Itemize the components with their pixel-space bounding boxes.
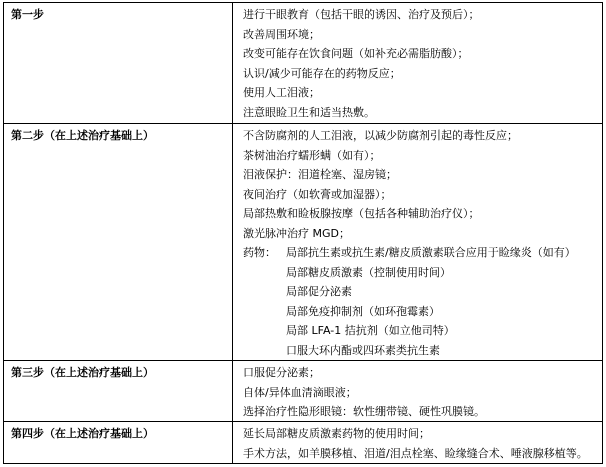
drug-item: 局部免疫抑制剂（如环孢霉素） [286, 304, 440, 318]
drug-item: 局部 LFA-1 拮抗剂（如立他司特） [286, 324, 455, 337]
step-item: 使用人工泪液； [243, 86, 320, 99]
step-content [233, 422, 602, 463]
step-item: 局部热敷和睑板腺按摩（包括各种辅助治疗仪）； [243, 207, 480, 220]
treatment-steps-table [3, 2, 603, 464]
step-item: 夜间治疗（如软膏或加湿器）； [243, 187, 392, 201]
drug-list-label: 药物： [243, 246, 276, 259]
drug-items [286, 243, 600, 360]
step-item: 泪液保护：泪道栓塞、湿房镜； [243, 168, 397, 181]
step-item: 改变可能存在饮食问题（如补充必需脂肪酸）； [243, 47, 469, 60]
step-item: 进行干眼教育（包括干眼的诱因、治疗及预后）； [243, 8, 480, 21]
step-item: 注意眼睑卫生和适当热敷。 [243, 105, 375, 119]
step-item: 认识/减少可能存在的药物反应； [243, 66, 401, 80]
step-item: 自体/异体血清滴眼液； [243, 385, 357, 399]
step-row-2 [4, 124, 602, 361]
drug-item: 口服大环内酯或四环素类抗生素 [286, 343, 440, 357]
step-content [233, 361, 602, 421]
step-item: 激光脉冲治疗 MGD； [243, 226, 350, 240]
drug-item: 局部糖皮质激素（控制使用时间） [286, 265, 451, 279]
step-item: 手术方法，如羊膜移植、泪道/泪点栓塞、睑缘缝合术、唾液腺移植等。 [243, 446, 588, 460]
step-label: 第二步（在上述治疗基础上） [4, 124, 233, 360]
step-item: 选择治疗性隐形眼镜：软性绷带镜、硬性巩膜镜。 [243, 405, 485, 418]
step-row-1 [4, 3, 602, 124]
step-item: 不含防腐剂的人工泪液，以减少防腐剂引起的毒性反应； [243, 129, 518, 142]
step-label: 第一步 [4, 3, 233, 123]
step-label: 第三步（在上述治疗基础上） [4, 361, 233, 421]
step-row-3 [4, 361, 602, 422]
step-item: 延长局部糖皮质激素药物的使用时间； [243, 427, 430, 440]
step-item: 茶树油治疗蠕形螨（如有）； [243, 148, 381, 162]
step-content [233, 124, 602, 360]
drug-list [243, 243, 600, 360]
drug-item: 局部促分泌素 [286, 285, 352, 298]
step-label: 第四步（在上述治疗基础上） [4, 422, 233, 463]
step-content [233, 3, 602, 123]
drug-item: 局部抗生素或抗生素/糖皮质激素联合应用于睑缘炎（如有） [286, 246, 576, 259]
step-item: 改善周围环境； [243, 27, 320, 41]
step-row-4 [4, 422, 602, 464]
step-item: 口服促分泌素； [243, 366, 320, 379]
